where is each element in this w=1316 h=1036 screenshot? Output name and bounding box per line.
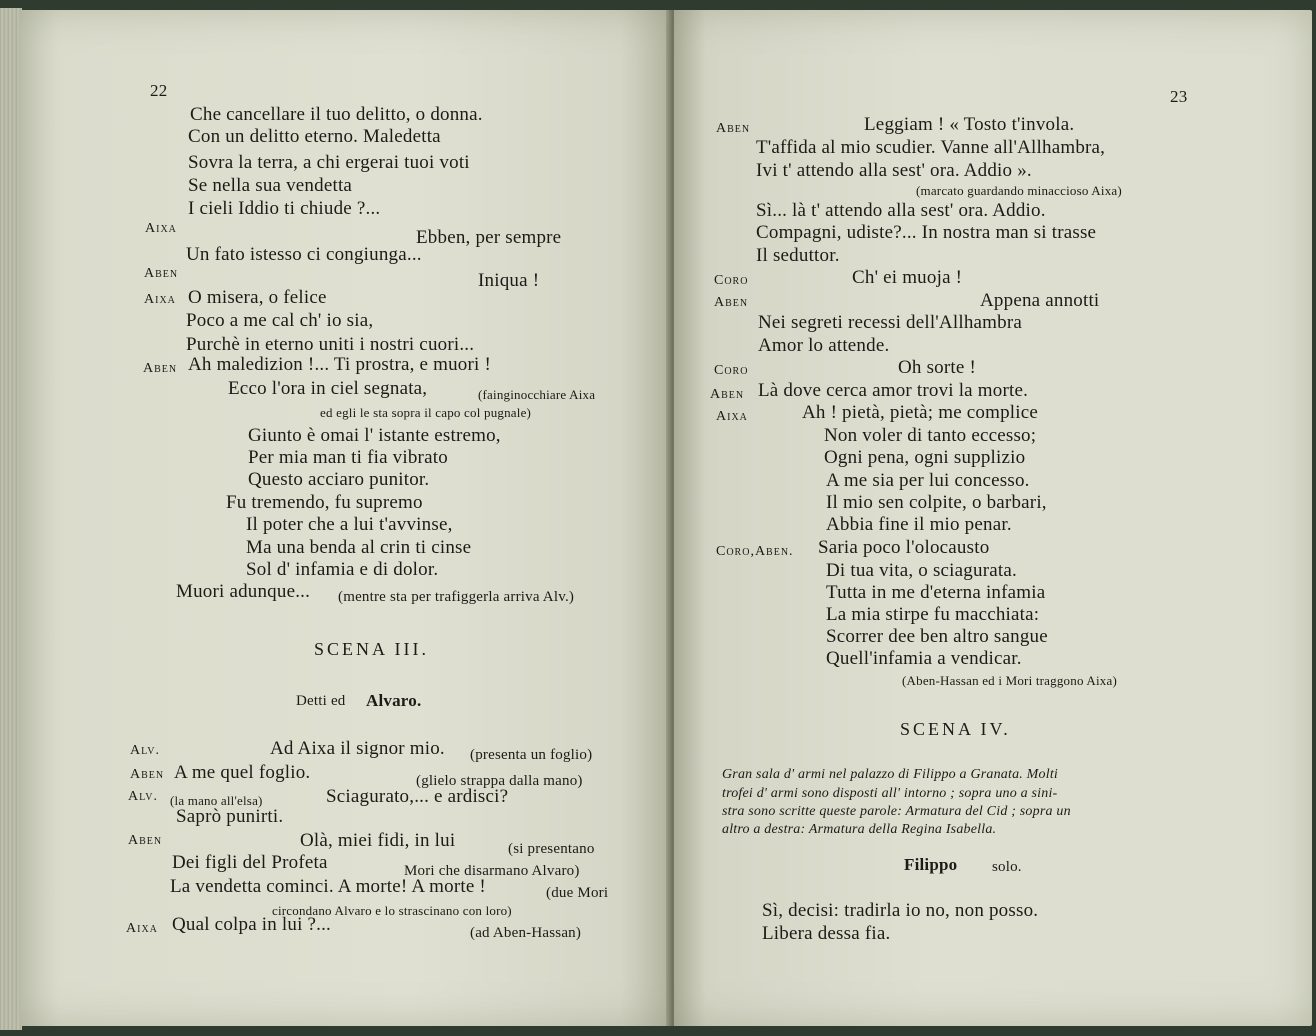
stage-direction: (glielo strappa dalla mano) — [416, 773, 583, 789]
stage-direction: trofei d' armi sono disposti all' intorno ; sopra uno a sini- — [722, 786, 1058, 801]
verse-line: Poco a me cal ch' io sia, — [186, 310, 374, 331]
verse-line: Compagni, udiste?... In nostra man si trasse — [756, 222, 1097, 243]
scena-title: SCENA III. — [314, 639, 429, 659]
verse-line: Il mio sen colpite, o barbari, — [826, 492, 1047, 513]
verse-line: Ivi t' attendo alla sest' ora. Addio ». — [756, 160, 1032, 181]
verse-line: Ogni pena, ogni supplizio — [824, 447, 1026, 468]
verse-line: Leggiam ! « Tosto t'invola. — [864, 114, 1075, 135]
speaker-aben: Aben — [128, 833, 163, 848]
verse-line: Amor lo attende. — [758, 335, 890, 356]
verse-line: Oh sorte ! — [898, 357, 976, 378]
speaker-aben: Aben — [710, 387, 745, 402]
verse-line: Ecco l'ora in ciel segnata, — [228, 378, 428, 399]
verse-line: Qual colpa in lui ?... — [172, 914, 331, 935]
stage-direction: (Aben-Hassan ed i Mori traggono Aixa) — [902, 673, 1117, 688]
verse-line: Ebben, per sempre — [416, 227, 562, 248]
speaker-coro: Coro — [714, 363, 749, 378]
stage-direction: stra sono scritte queste parole: Armatura del Cid ; sopra un — [722, 804, 1071, 819]
verse-line: Ah ! pietà, pietà; me complice — [802, 402, 1039, 423]
verse-line: Tutta in me d'eterna infamia — [826, 582, 1046, 603]
verse-line: Un fato istesso ci congiunga... — [186, 244, 422, 265]
verse-line: Ad Aixa il signor mio. — [270, 738, 445, 759]
verse-line: Nei segreti recessi dell'Allhambra — [758, 312, 1022, 333]
verse-line: Muori adunque... — [176, 581, 311, 602]
verse-line: Libera dessa fia. — [762, 923, 891, 944]
verse-line: Ah maledizion !... Ti prostra, e muori ! — [188, 354, 491, 375]
stage-direction: (due Mori — [546, 885, 609, 901]
stage-direction: (mentre sta per trafiggerla arriva Alv.) — [338, 589, 575, 605]
verse-line: Con un delitto eterno. Maledetta — [188, 126, 441, 147]
verse-line: Sì... là t' attendo alla sest' ora. Addio. — [756, 200, 1046, 221]
scena-subtitle-name: Alvaro. — [366, 691, 422, 710]
verse-line: Sì, decisi: tradirla io no, non posso. — [762, 900, 1039, 921]
speaker-aixa: Aixa — [126, 921, 158, 936]
speaker-alv: Alv. — [130, 743, 161, 758]
character-name: Filippo — [904, 855, 958, 874]
verse-line: Purchè in eterno uniti i nostri cuori... — [186, 334, 475, 355]
verse-line: Iniqua ! — [478, 270, 540, 291]
speaker-aixa: Aixa — [144, 292, 176, 307]
verse-line: Sol d' infamia e di dolor. — [246, 559, 439, 580]
speaker-coro-aben: Coro,Aben. — [716, 544, 794, 559]
verse-line: La mia stirpe fu macchiata: — [826, 604, 1040, 625]
verse-line: Quell'infamia a vendicar. — [826, 648, 1022, 669]
stage-direction: ed egli le sta sopra il capo col pugnale) — [320, 405, 532, 420]
stage-direction: (marcato guardando minaccioso Aixa) — [916, 183, 1122, 198]
speaker-aixa: Aixa — [716, 409, 748, 424]
stage-direction: Mori che disarmano Alvaro) — [404, 863, 580, 879]
verse-line: Dei figli del Profeta — [172, 852, 328, 873]
verse-line: Questo acciaro punitor. — [248, 469, 430, 490]
verse-line: Appena annotti — [980, 290, 1100, 311]
scena-subtitle: Detti ed — [296, 693, 346, 709]
verse-line: A me sia per lui concesso. — [826, 470, 1030, 491]
stage-direction: (presenta un foglio) — [470, 747, 593, 763]
stage-direction: (fainginocchiare Aixa — [478, 387, 596, 402]
speaker-aben: Aben — [714, 295, 749, 310]
scena-title: SCENA IV. — [900, 719, 1011, 739]
page-edges — [0, 8, 22, 1030]
verse-line: A me quel foglio. — [174, 762, 311, 783]
verse-line: Per mia man ti fia vibrato — [248, 447, 448, 468]
verse-line: I cieli Iddio ti chiude ?... — [188, 198, 381, 219]
verse-line: Là dove cerca amor trovi la morte. — [758, 380, 1029, 401]
verse-line: Giunto è omai l' istante estremo, — [248, 425, 501, 446]
verse-line: Che cancellare il tuo delitto, o donna. — [190, 104, 483, 125]
stage-direction: altro a destra: Armatura della Regina Isabella. — [722, 822, 997, 837]
verse-line: La vendetta cominci. A morte! A morte ! — [170, 876, 486, 897]
verse-line: T'affida al mio scudier. Vanne all'Allhambra, — [756, 137, 1106, 158]
stage-direction: (ad Aben-Hassan) — [470, 925, 582, 941]
verse-line: Scorrer dee ben altro sangue — [826, 626, 1048, 647]
speaker-aixa: Aixa — [145, 221, 177, 236]
stage-direction: circondano Alvaro e lo strascinano con loro) — [272, 903, 512, 918]
verse-line: Fu tremendo, fu supremo — [226, 492, 423, 513]
verse-line: Di tua vita, o sciagurata. — [826, 560, 1017, 581]
verse-line: O misera, o felice — [188, 287, 327, 308]
speaker-aben: Aben — [144, 266, 179, 281]
verse-line: Se nella sua vendetta — [188, 175, 353, 196]
verse-line: Abbia fine il mio penar. — [826, 514, 1012, 535]
verse-line: Saria poco l'olocausto — [818, 537, 990, 558]
verse-line: Saprò punirti. — [176, 806, 284, 827]
speaker-coro: Coro — [714, 273, 749, 288]
verse-line: Il poter che a lui t'avvinse, — [246, 514, 453, 535]
stage-direction: (si presentano — [508, 841, 595, 857]
speaker-aben: Aben — [716, 121, 751, 136]
speaker-alv: Alv. — [128, 789, 159, 804]
stage-direction: (la mano all'elsa) — [170, 793, 263, 808]
page-number-left: 22 — [150, 81, 168, 100]
page-number-right: 23 — [1170, 87, 1188, 106]
stage-direction: Gran sala d' armi nel palazzo di Filippo a Granata. Molti — [722, 767, 1059, 782]
speaker-aben: Aben — [130, 767, 165, 782]
verse-line: Ch' ei muoja ! — [852, 267, 963, 288]
verse-line: Sciagurato,... e ardisci? — [326, 786, 509, 807]
verse-line: Il seduttor. — [756, 245, 840, 266]
verse-line: Sovra la terra, a chi ergerai tuoi voti — [188, 152, 470, 173]
verse-line: Ma una benda al crin ti cinse — [246, 537, 472, 558]
verse-line: Non voler di tanto eccesso; — [824, 425, 1037, 446]
character-note: solo. — [992, 859, 1022, 875]
verse-line: Olà, miei fidi, in lui — [300, 830, 456, 851]
speaker-aben: Aben — [143, 361, 178, 376]
